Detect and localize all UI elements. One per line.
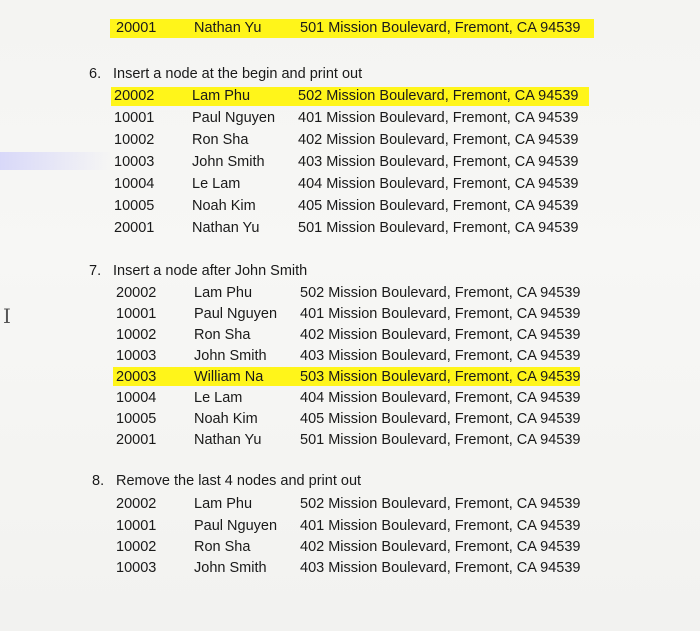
row-id: 10004 [114,176,155,192]
row-id: 10002 [116,539,157,555]
row-id: 20001 [116,20,157,36]
row-id: 10002 [116,327,157,343]
row-id: 10005 [116,411,157,427]
row-name: Nathan Yu [192,220,260,236]
row-address: 405 Mission Boulevard, Fremont, CA 94539 [300,411,581,427]
row-address: 404 Mission Boulevard, Fremont, CA 94539 [298,176,579,192]
row-id: 20002 [116,285,157,301]
row-name: Le Lam [192,176,241,192]
row-address: 501 Mission Boulevard, Fremont, CA 94539 [300,432,581,448]
row-id: 20002 [114,88,155,104]
section-number: 8. [92,473,105,489]
row-address: 401 Mission Boulevard, Fremont, CA 94539 [298,110,579,126]
row-name: Paul Nguyen [192,110,276,126]
row-address: 401 Mission Boulevard, Fremont, CA 94539 [300,306,581,322]
row-name: Nathan Yu [194,20,262,36]
section-number: 7. [89,263,102,279]
row-name: Ron Sha [194,539,251,555]
row-name: Lam Phu [194,496,253,512]
row-id: 20001 [116,432,157,448]
row-name: John Smith [192,154,265,170]
row-address: 502 Mission Boulevard, Fremont, CA 94539 [300,496,581,512]
row-address: 403 Mission Boulevard, Fremont, CA 94539 [298,154,579,170]
row-address: 402 Mission Boulevard, Fremont, CA 94539 [298,132,579,148]
row-address: 403 Mission Boulevard, Fremont, CA 94539 [300,348,581,364]
row-name: John Smith [194,348,267,364]
selection-artifact [0,152,112,170]
row-address: 405 Mission Boulevard, Fremont, CA 94539 [298,198,579,214]
row-address: 402 Mission Boulevard, Fremont, CA 94539 [300,327,581,343]
row-id: 20003 [116,369,157,385]
section-heading [92,471,361,491]
row-name: John Smith [194,560,267,576]
row-name: Paul Nguyen [194,306,278,322]
row-name: Paul Nguyen [194,518,278,534]
row-name: Lam Phu [194,285,253,301]
row-id: 20001 [114,220,155,236]
row-address: 502 Mission Boulevard, Fremont, CA 94539 [300,285,581,301]
row-address: 501 Mission Boulevard, Fremont, CA 94539 [298,220,579,236]
row-id: 10001 [116,306,157,322]
row-address: 401 Mission Boulevard, Fremont, CA 94539 [300,518,581,534]
row-address: 404 Mission Boulevard, Fremont, CA 94539 [300,390,581,406]
row-address: 403 Mission Boulevard, Fremont, CA 94539 [300,560,581,576]
row-id: 20002 [116,496,157,512]
row-address: 402 Mission Boulevard, Fremont, CA 94539 [300,539,581,555]
row-name: William Na [194,369,264,385]
row-name: Nathan Yu [194,432,262,448]
row-id: 10004 [116,390,157,406]
row-id: 10005 [114,198,155,214]
row-id: 10003 [116,348,157,364]
section-heading [89,261,307,281]
row-name: Noah Kim [192,198,256,214]
section-title: Insert a node after John Smith [113,263,308,279]
row-address: 502 Mission Boulevard, Fremont, CA 94539 [298,88,579,104]
section-title: Insert a node at the begin and print out [113,66,363,82]
row-id: 10003 [116,560,157,576]
row-id: 10002 [114,132,155,148]
section-title: Remove the last 4 nodes and print out [116,473,362,489]
row-id: 10001 [116,518,157,534]
section-heading [89,64,362,84]
row-address: 503 Mission Boulevard, Fremont, CA 94539 [300,369,581,385]
row-name: Noah Kim [194,411,258,427]
row-id: 10001 [114,110,155,126]
row-id: 10003 [114,154,155,170]
row-name: Lam Phu [192,88,251,104]
row-name: Ron Sha [192,132,249,148]
row-name: Ron Sha [194,327,251,343]
text-cursor-icon: I [3,304,11,328]
section-number: 6. [89,66,102,82]
row-name: Le Lam [194,390,243,406]
row-address: 501 Mission Boulevard, Fremont, CA 94539 [300,20,581,36]
